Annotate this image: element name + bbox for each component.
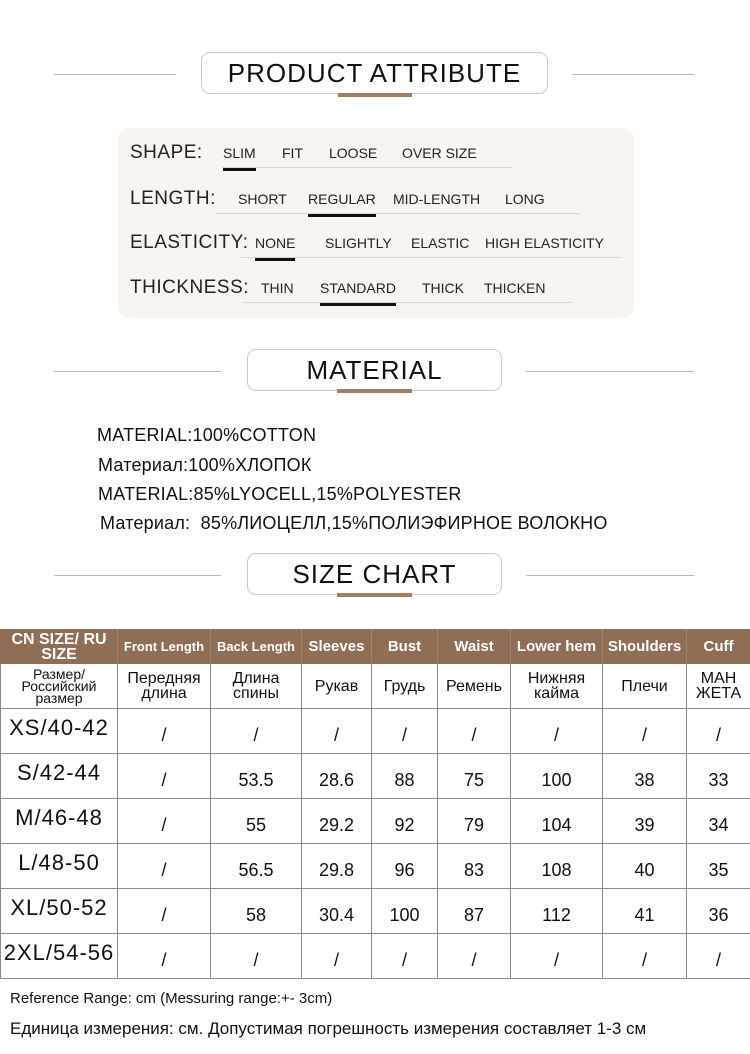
measurement-cell: 36: [687, 889, 750, 934]
material-line-ru-1: Материал:100%ХЛОПОК: [98, 455, 312, 475]
divider-line: [526, 371, 694, 372]
attribute-row-length: [130, 188, 630, 218]
measurement-cell: 58: [211, 889, 302, 934]
measurement-cell: 79: [438, 799, 511, 844]
measurement-cell: 33: [687, 754, 750, 799]
header-cell-lower-hem: Lower hem: [511, 630, 603, 664]
accent-bar: [337, 389, 412, 393]
option-regular: REGULAR: [308, 191, 376, 207]
table-row: [1, 799, 750, 844]
measurement-cell: /: [211, 934, 302, 979]
measurement-cell: 100: [511, 754, 603, 799]
measurement-cell: /: [603, 709, 687, 754]
attribute-row-thickness: [130, 277, 630, 307]
measurement-cell: /: [302, 934, 372, 979]
measurement-cell: /: [372, 709, 438, 754]
divider-line: [54, 371, 221, 372]
header-cell-ru: Длина спины: [211, 664, 302, 709]
measurement-cell: 34: [687, 799, 750, 844]
attribute-label: SHAPE:: [130, 142, 203, 163]
divider-line: [572, 74, 694, 75]
header-cell-ru: Грудь: [372, 664, 438, 709]
reference-note-ru: Единица измерения: см. Допустимая погрешность измерения составляет 1-3 см: [10, 1019, 647, 1038]
measurement-cell: 75: [438, 754, 511, 799]
size-label-cell: XS/40-42: [1, 709, 118, 754]
baseline: [216, 213, 580, 214]
section-title: PRODUCT ATTRIBUTE: [201, 52, 548, 94]
measurement-cell: 96: [372, 844, 438, 889]
option-standard: STANDARD: [320, 280, 396, 296]
option-high-elasticity: HIGH ELASTICITY: [485, 235, 605, 251]
baseline: [241, 257, 621, 258]
table-row: [1, 754, 750, 799]
table-row: [1, 934, 750, 979]
measurement-cell: /: [687, 934, 750, 979]
measurement-cell: 35: [687, 844, 750, 889]
attribute-label: THICKNESS:: [130, 277, 250, 298]
measurement-cell: /: [118, 799, 211, 844]
attribute-label: ELASTICITY:: [130, 232, 249, 253]
attribute-panel: [118, 128, 634, 318]
section-title: SIZE CHART: [247, 553, 502, 595]
measurement-cell: /: [687, 709, 750, 754]
header-row-ru: [1, 664, 750, 709]
material-line-en-1: MATERIAL:100%COTTON: [97, 425, 317, 445]
size-chart-heading: [0, 553, 750, 603]
measurement-cell: 87: [438, 889, 511, 934]
size-label-cell: S/42-44: [1, 754, 118, 799]
header-cell-bust: Bust: [372, 630, 438, 664]
size-label-cell: XL/50-52: [1, 889, 118, 934]
measurement-cell: /: [372, 934, 438, 979]
measurement-cell: 39: [603, 799, 687, 844]
option-thicken: THICKEN: [484, 280, 546, 296]
section-title: MATERIAL: [247, 349, 502, 391]
measurement-cell: /: [118, 754, 211, 799]
measurement-cell: 108: [511, 844, 603, 889]
measurement-cell: 28.6: [302, 754, 372, 799]
size-label-cell: 2XL/54-56: [1, 934, 118, 979]
option-none: NONE: [255, 235, 296, 251]
header-cell-ru: Передняя длина: [118, 664, 211, 709]
option-mid-length: MID-LENGTH: [393, 191, 481, 207]
option-short: SHORT: [238, 191, 287, 207]
header-cell-sleeves: Sleeves: [302, 630, 372, 664]
measurement-cell: 38: [603, 754, 687, 799]
measurement-cell: /: [118, 889, 211, 934]
material-line-ru-2: Материал: 85%ЛИОЦЕЛЛ,15%ПОЛИЭФИРНОЕ ВОЛОКНО: [100, 513, 608, 533]
header-cell-ru: Плечи: [603, 664, 687, 709]
header-cell-cuff: Cuff: [687, 630, 750, 664]
header-cell-back-length: Back Length: [211, 630, 302, 664]
measurement-cell: /: [438, 934, 511, 979]
measurement-cell: /: [511, 934, 603, 979]
measurement-cell: /: [302, 709, 372, 754]
option-loose: LOOSE: [329, 145, 378, 161]
measurement-cell: 104: [511, 799, 603, 844]
divider-line: [526, 575, 694, 576]
size-label-cell: M/46-48: [1, 799, 118, 844]
measurement-cell: 56.5: [211, 844, 302, 889]
size-label-cell: L/48-50: [1, 844, 118, 889]
reference-note-en: Reference Range: cm (Messuring range:+- 3cm): [10, 990, 333, 1007]
header-cell-ru: Нижняя кайма: [511, 664, 603, 709]
header-cell-front-length: Front Length: [118, 630, 211, 664]
measurement-cell: /: [511, 709, 603, 754]
header-cell-shoulders: Shoulders: [603, 630, 687, 664]
header-cell-ru: МАН ЖЕТА: [687, 664, 750, 709]
table-row: [1, 889, 750, 934]
option-thick: THICK: [422, 280, 464, 296]
measurement-cell: 29.8: [302, 844, 372, 889]
measurement-cell: 40: [603, 844, 687, 889]
measurement-cell: 100: [372, 889, 438, 934]
table-row: [1, 709, 750, 754]
option-slightly: SLIGHTLY: [325, 235, 392, 251]
accent-bar: [338, 93, 412, 97]
baseline: [222, 167, 512, 168]
product-attribute-heading: [0, 52, 750, 102]
measurement-cell: /: [118, 844, 211, 889]
option-thin: THIN: [261, 280, 294, 296]
option-over-size: OVER SIZE: [402, 145, 477, 161]
measurement-cell: 29.2: [302, 799, 372, 844]
measurement-cell: /: [438, 709, 511, 754]
measurement-cell: 83: [438, 844, 511, 889]
measurement-cell: /: [118, 934, 211, 979]
table-row: [1, 844, 750, 889]
measurement-cell: /: [118, 709, 211, 754]
material-heading: [0, 349, 750, 399]
accent-bar: [337, 593, 412, 597]
measurement-cell: 30.4: [302, 889, 372, 934]
size-chart-table: [0, 629, 750, 979]
measurement-cell: /: [211, 709, 302, 754]
measurement-cell: 88: [372, 754, 438, 799]
option-fit: FIT: [282, 145, 303, 161]
header-cell-ru: Рукав: [302, 664, 372, 709]
header-cell-waist: Waist: [438, 630, 511, 664]
header-row-en: [1, 630, 750, 664]
attribute-label: LENGTH:: [130, 188, 216, 209]
measurement-cell: 41: [603, 889, 687, 934]
measurement-cell: 53.5: [211, 754, 302, 799]
header-cell-ru: Ремень: [438, 664, 511, 709]
measurement-cell: 92: [372, 799, 438, 844]
option-slim: SLIM: [223, 145, 256, 161]
divider-line: [54, 74, 176, 75]
measurement-cell: 112: [511, 889, 603, 934]
header-cell-size: CN SIZE/ RU SIZE: [1, 630, 118, 664]
baseline: [242, 302, 572, 303]
material-line-en-2: MATERIAL:85%LYOCELL,15%POLYESTER: [98, 484, 462, 504]
attribute-row-shape: [130, 142, 630, 172]
measurement-cell: 55: [211, 799, 302, 844]
header-cell-ru: Размер/ Российский размер: [1, 664, 118, 709]
attribute-row-elasticity: [130, 232, 630, 262]
divider-line: [54, 575, 221, 576]
option-long: LONG: [505, 191, 545, 207]
option-elastic: ELASTIC: [411, 235, 470, 251]
measurement-cell: /: [603, 934, 687, 979]
